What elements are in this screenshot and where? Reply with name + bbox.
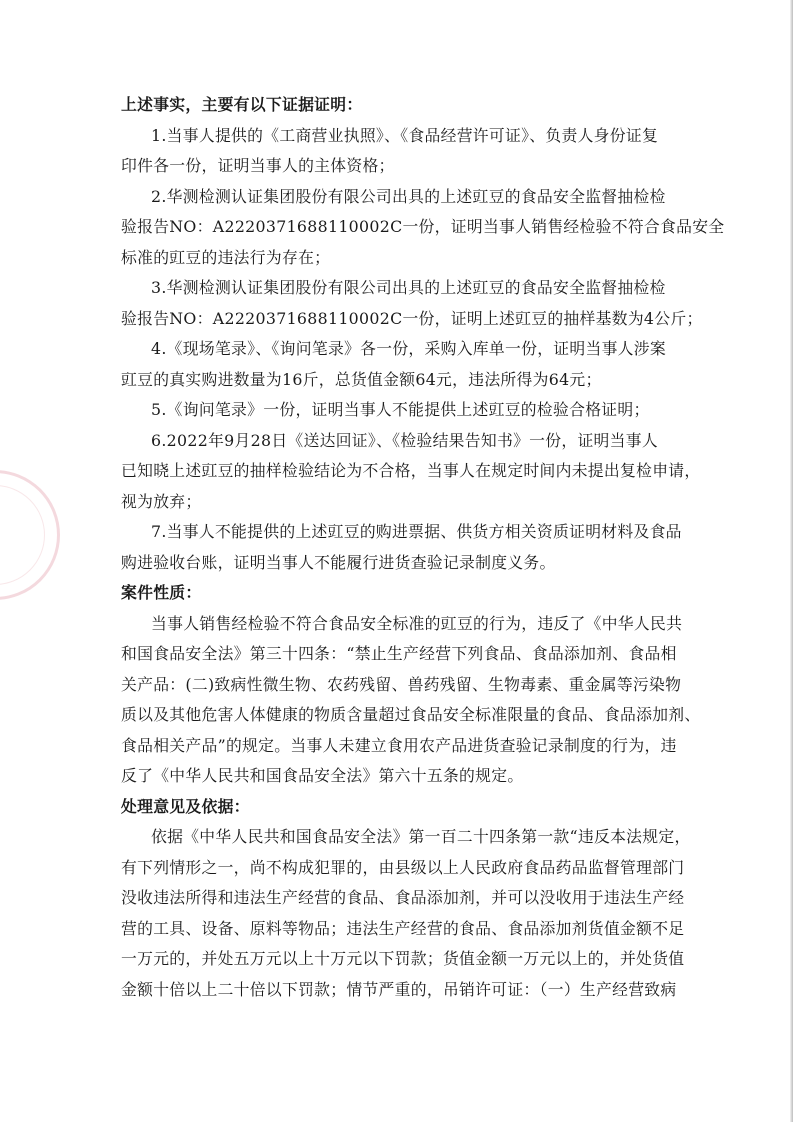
- evidence-line: 7.当事人不能提供的上述豇豆的购进票据、供货方相关资质证明材料及食品: [151, 522, 682, 541]
- evidence-line: 5.《询问笔录》一份，证明当事人不能提供上述豇豆的检验合格证明；: [151, 400, 650, 419]
- paragraph-line: 没收违法所得和违法生产经营的食品、食品添加剂，并可以没收用于违法生产经: [121, 888, 685, 907]
- evidence-item-1: [121, 121, 693, 182]
- paragraph-line: 一万元的，并处五万元以上十万元以下罚款；货值金额一万元以上的，并处货值: [121, 949, 685, 968]
- evidence-line: 购进验收台账，证明当事人不能履行进货查验记录制度义务。: [121, 552, 556, 572]
- evidence-item-5: [121, 395, 693, 426]
- evidence-line: 2.华测检测认证集团股份有限公司出具的上述豇豆的食品安全监督抽检检: [151, 186, 666, 206]
- paragraph-line: 有下列情形之一，尚不构成犯罪的，由县级以上人民政府食品药品监督管理部门: [121, 857, 685, 877]
- evidence-line: 印件各一份，证明当事人的主体资格；: [121, 156, 395, 175]
- evidence-heading: 上述事实，主要有以下证据证明：: [121, 95, 363, 114]
- paragraph-line: 关产品：(二)致病性微生物、农药残留、兽药残留、生物毒素、重金属等污染物: [121, 674, 682, 694]
- evidence-line: 标准的豇豆的违法行为存在；: [121, 247, 331, 267]
- handling-basis-heading: 处理意见及依据：: [121, 796, 250, 816]
- document-body: [121, 90, 725, 1005]
- evidence-item-6: [121, 426, 701, 518]
- paragraph-line: 质以及其他危害人体健康的物质含量超过食品安全标准限量的食品、食品添加剂、: [121, 705, 701, 724]
- case-nature-paragraph: [121, 609, 701, 792]
- evidence-line: 视为放弃；: [121, 491, 202, 511]
- evidence-line: 3.华测检测认证集团股份有限公司出具的上述豇豆的食品安全监督抽检检: [151, 278, 666, 297]
- evidence-line: 6.2022年9月28日《送达回证》、《检验结果告知书》一份，证明当事人: [151, 430, 658, 450]
- paragraph-line: 金额十倍以上二十倍以下罚款；情节严重的，吊销许可证：（一）生产经营致病: [121, 979, 677, 999]
- official-seal-stamp: [0, 470, 60, 600]
- paragraph-line: 当事人销售经检验不符合食品安全标准的豇豆的行为，违反了《中华人民共: [151, 613, 683, 633]
- case-nature-heading: 案件性质：: [121, 583, 202, 602]
- evidence-line: 验报告NO：A2220371688110002C一份，证明上述豇豆的抽样基数为4公斤；: [121, 308, 703, 328]
- handling-basis-paragraph: [121, 822, 693, 1005]
- evidence-line: 验报告NO：A2220371688110002C一份，证明当事人销售经检验不符合食品安全: [121, 217, 725, 236]
- paragraph-line: 食品相关产品”的规定。当事人未建立食用农产品进货查验记录制度的行为，违: [121, 735, 677, 755]
- paragraph-line: 营的工具、设备、原料等物品；违法生产经营的食品、食品添加剂货值金额不足: [121, 918, 685, 938]
- evidence-line: 已知晓上述豇豆的抽样检验结论为不合格，当事人在规定时间内未提出复检申请，: [121, 461, 701, 480]
- paragraph-line: 反了《中华人民共和国食品安全法》第六十五条的规定。: [121, 766, 524, 785]
- paragraph-line: 和国食品安全法》第三十四条：“禁止生产经营下列食品、食品添加剂、食品相: [121, 644, 677, 663]
- paragraph-line: 依据《中华人民共和国食品安全法》第一百二十四条第一款“违反本法规定，: [151, 827, 691, 846]
- evidence-line: 1.当事人提供的《工商营业执照》、《食品经营许可证》、负责人身份证复: [151, 125, 659, 145]
- evidence-item-7: [121, 517, 693, 578]
- evidence-item-3: [121, 273, 703, 334]
- evidence-item-4: [121, 334, 693, 395]
- evidence-line: 豇豆的真实购进数量为16斤，总货值金额64元，违法所得为64元；: [121, 369, 602, 389]
- evidence-line: 4.《现场笔录》、《询问笔录》各一份，采购入库单一份，证明当事人涉案: [151, 339, 666, 358]
- evidence-item-2: [121, 182, 725, 274]
